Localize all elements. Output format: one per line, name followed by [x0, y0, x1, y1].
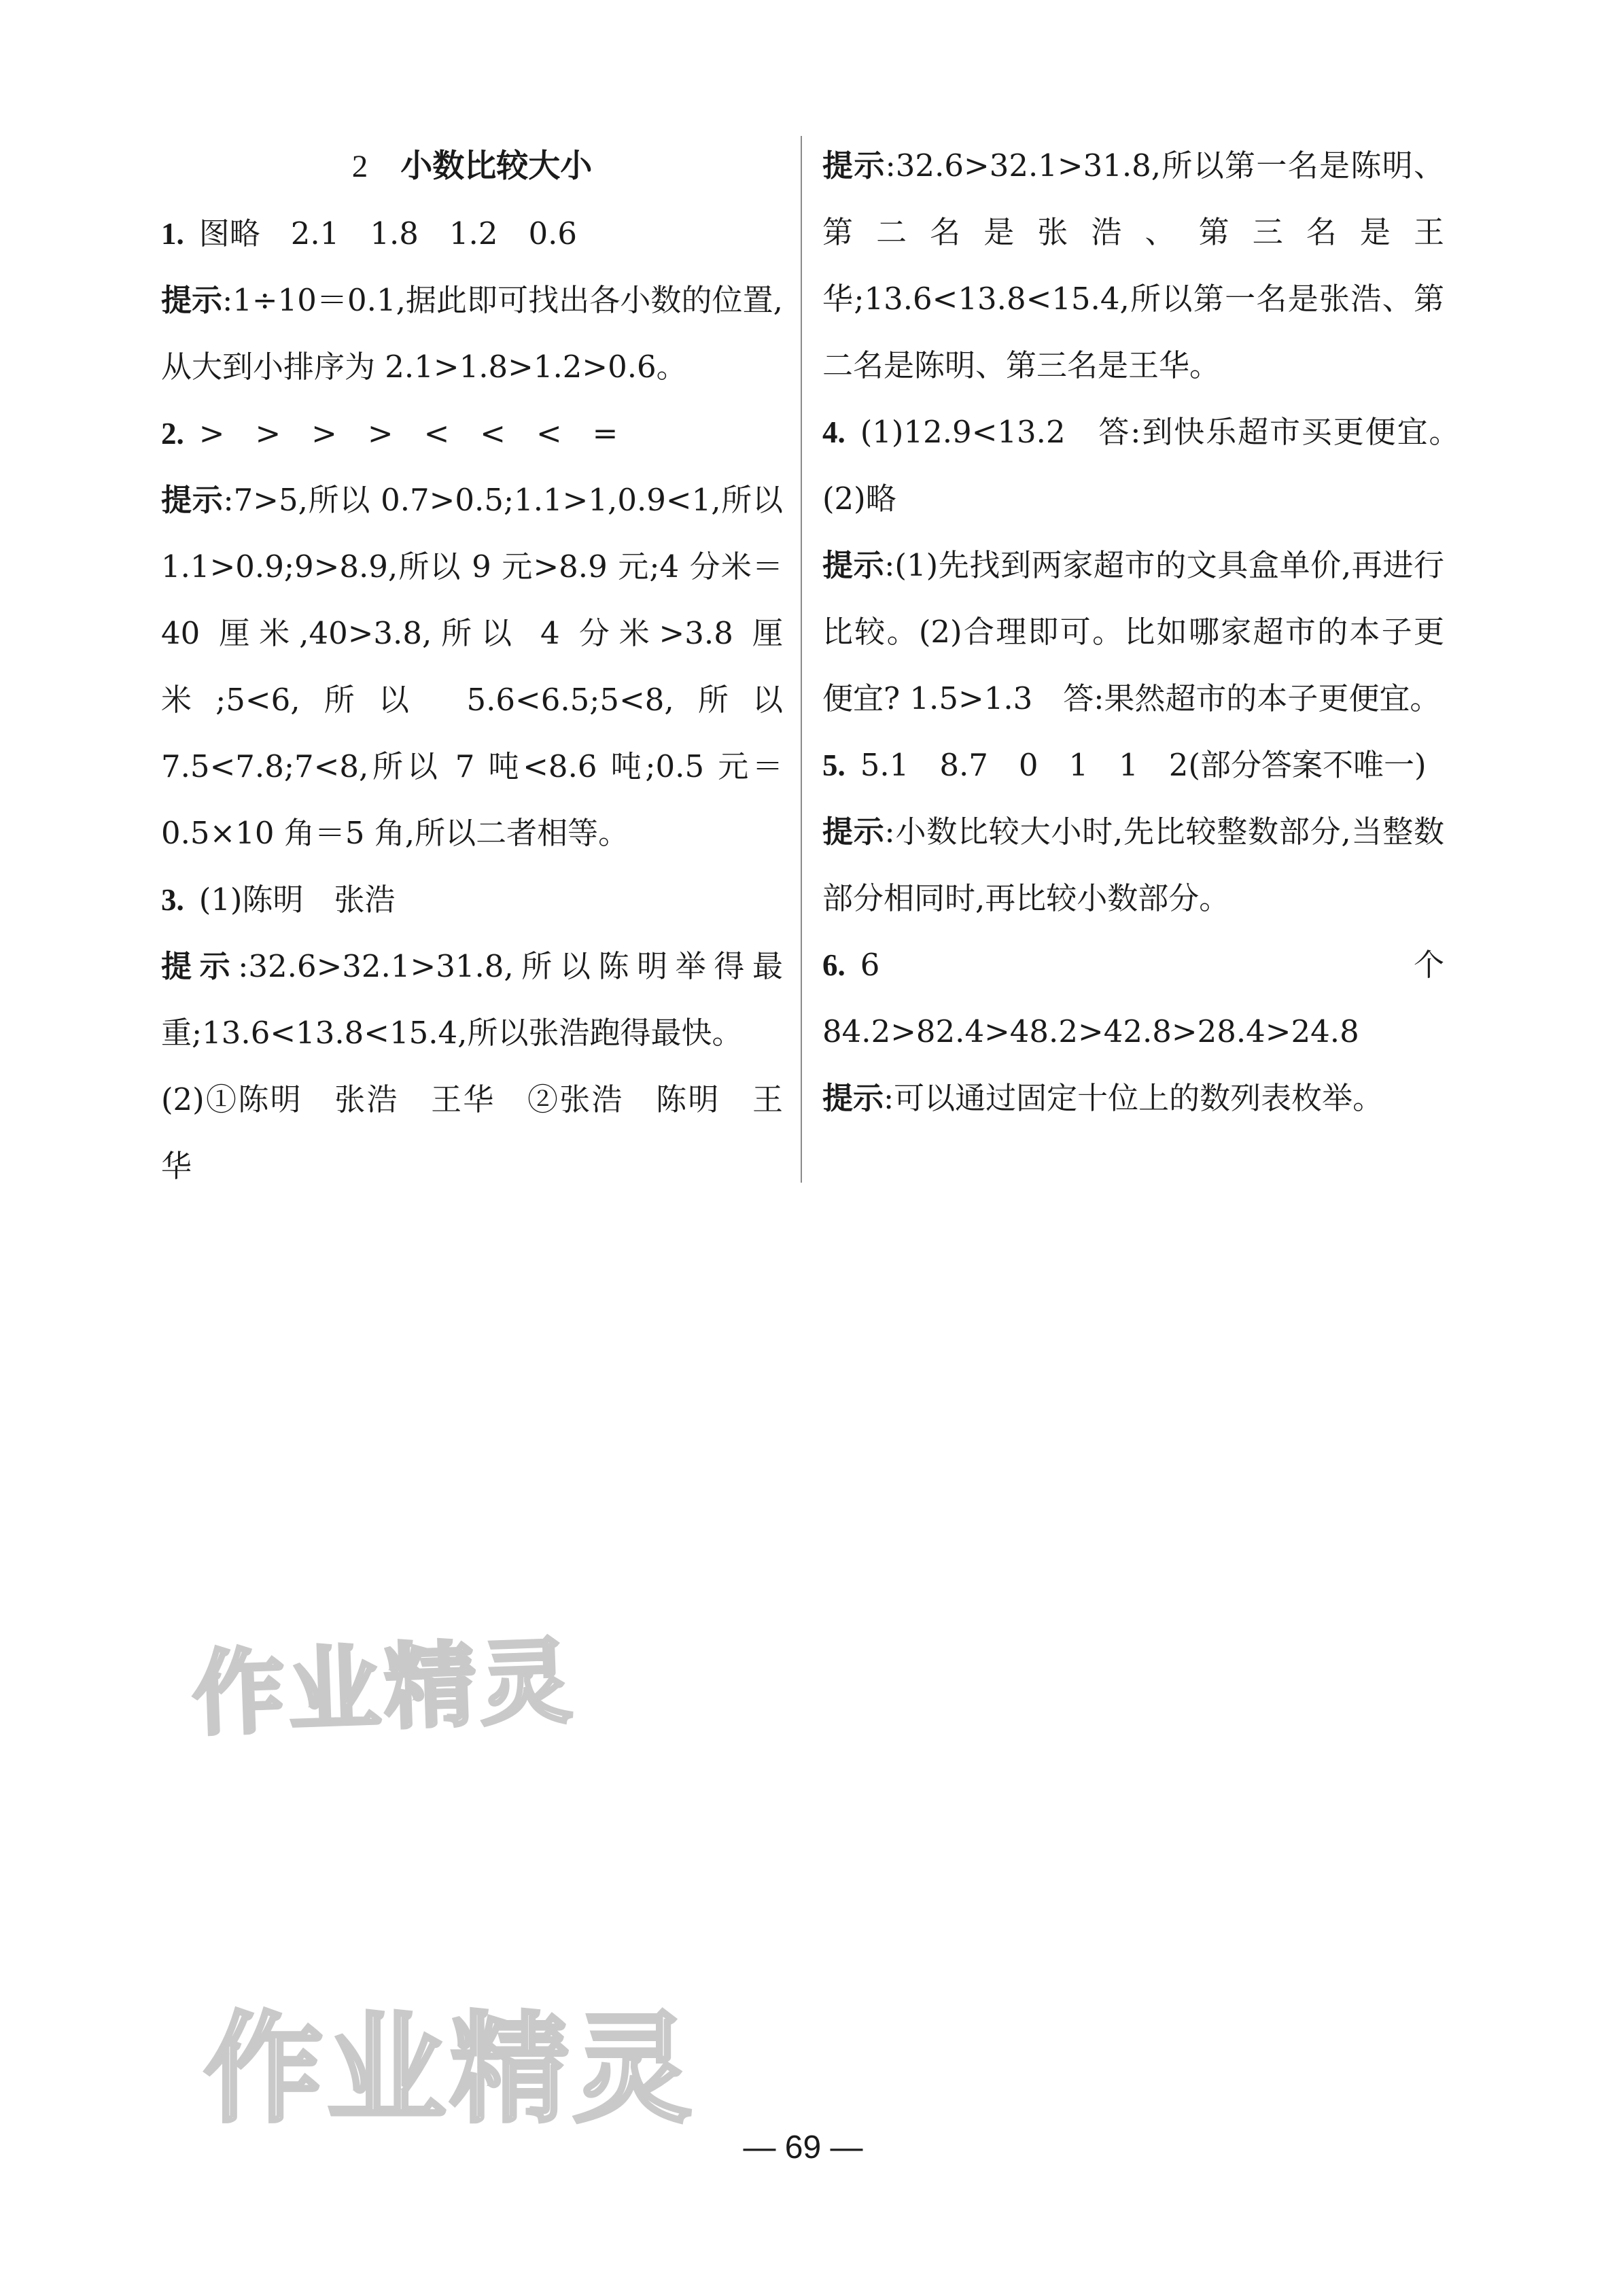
left-column	[161, 133, 783, 1200]
question-number: 1.	[161, 217, 184, 251]
hint-label: 提示	[822, 147, 886, 184]
hint-label: 提示	[161, 282, 223, 318]
hint-2	[161, 467, 783, 867]
answer-5	[822, 732, 1444, 799]
hint-6	[822, 1065, 1444, 1132]
hint-label: 提示	[161, 482, 224, 518]
answer-3-part-2	[161, 1066, 783, 1200]
question-number: 5.	[822, 748, 845, 782]
hint-text: :小数比较大小时,先比较整数部分,当整数部分相同时,再比较小数部分。	[822, 814, 1444, 916]
hint-text: :(1)先找到两家超市的文具盒单价,再进行比较。(2)合理即可。比如哪家超市的本子更便宜? 1.5>1.3 答:果然超市的本子更便宜。	[822, 547, 1444, 716]
answer-6	[822, 932, 1476, 1065]
hint-text: :7>5,所以 0.7>0.5;1.1>1,0.9<1,所以 1.1>0.9;9>8.9,所以 9 元>8.9 元;4 分米＝40 厘米,40>3.8,所以 4 分米>3.8 厘米;5<6,所以 5.6<6.5;5<8,所以7.5<7.8;7<8,所以 7 吨<8.6 吨;0.5 元＝0.5×10 角＝5 角,所以二者相等。	[161, 482, 783, 851]
section-title-text: 小数比较大小	[400, 147, 593, 185]
hint-4	[822, 532, 1444, 732]
hint-text: :32.6>32.1>31.8,所以第一名是陈明、第二名是张浩、第三名是王华;13.6<13.8<15.4,所以第一名是张浩、第二名是陈明、第三名是王华。	[822, 147, 1444, 383]
question-number: 4.	[822, 415, 845, 449]
answer-text: 5.1 8.7 0 1 1 2(部分答案不唯一)	[860, 747, 1427, 783]
page-number: — 69 —	[743, 2129, 863, 2165]
hint-text: :32.6>32.1>31.8,所以陈明举得最重;13.6<13.8<15.4,所以张浩跑得最快。	[161, 948, 783, 1051]
hint-label: 提示	[822, 814, 885, 850]
watermark-logo: 作业精灵	[204, 2001, 696, 2139]
hint-3	[161, 933, 783, 1066]
hint-1	[161, 267, 783, 400]
question-number: 3.	[161, 883, 184, 917]
answer-text: > > > > < < < =	[198, 415, 618, 451]
answer-4	[822, 399, 1476, 532]
hint-text: :可以通过固定十位上的数列表枚举。	[884, 1080, 1384, 1116]
answer-text: (1)陈明 张浩	[198, 882, 396, 918]
section-number: 2	[351, 149, 368, 184]
question-number: 2.	[161, 417, 184, 451]
hint-label: 提示	[822, 547, 885, 583]
watermark-logo: 作业精灵	[190, 1628, 578, 1748]
answer-text: (1)12.9<13.2 答:到快乐超市买更便宜。 (2)略	[822, 414, 1476, 517]
hint-text: :1÷10＝0.1,据此即可找出各小数的位置,从大到小排序为 2.1>1.8>1.2>0.6。	[161, 282, 783, 385]
answer-2	[161, 400, 783, 467]
hint-label: 提示	[822, 1080, 884, 1116]
hint-5	[822, 799, 1444, 932]
answer-text: (2)①陈明 张浩 王华 ②张浩 陈明 王华	[161, 1081, 783, 1184]
answer-text: 6 个 84.2>82.4>48.2>42.8>28.4>24.8	[822, 947, 1476, 1049]
answer-text: 图略 2.1 1.8 1.2 0.6	[198, 215, 578, 251]
question-number: 6.	[822, 948, 845, 982]
hint-3-part-2	[822, 133, 1444, 399]
section-title	[161, 133, 783, 201]
column-divider	[801, 136, 802, 1183]
answer-1	[161, 201, 783, 267]
hint-label: 提示	[161, 948, 239, 984]
answer-3	[161, 867, 783, 933]
right-column	[822, 133, 1476, 1132]
